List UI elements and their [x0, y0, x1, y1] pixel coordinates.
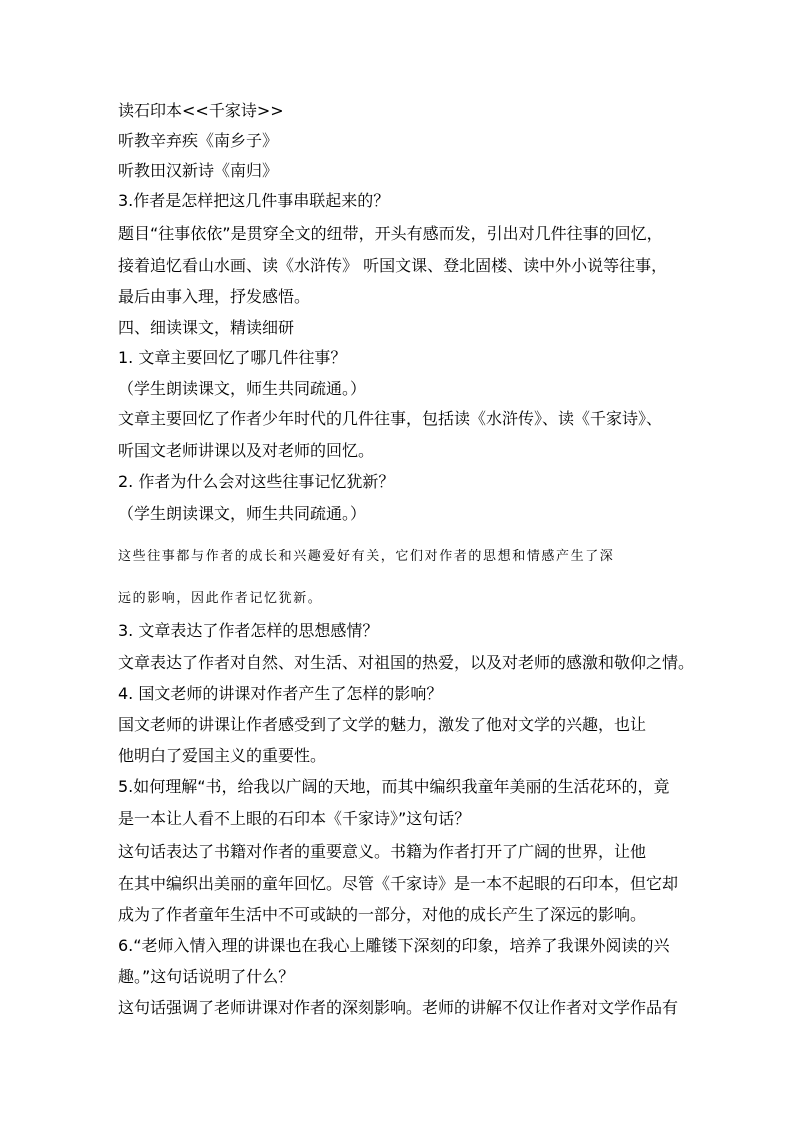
question-2-heading: 2. 作者为什么会对这些往事记忆犹新？ — [118, 472, 395, 491]
text-line: 趣。”这句话说明了什么？ — [118, 967, 295, 986]
text-line: 最后由事入理，抒发感悟。 — [118, 287, 311, 306]
text-line: 题目“往事依依”是贯穿全文的纽带，开头有感而发，引出对几件往事的回忆， — [118, 224, 663, 243]
text-line: 接着追忆看山水画、读《水浒传》 听国文课、登北固楼、读中外小说等往事， — [118, 256, 668, 275]
question-5-heading: 5.如何理解“书，给我以广阔的天地，而其中编织我童年美丽的生活花环的，竟 — [118, 777, 670, 796]
question-6-heading: 6.“老师入情入理的讲课也在我心上雕镂下深刻的印象，培养了我课外阅读的兴 — [118, 936, 670, 955]
handwritten-text-line: 远的影响，因此作者记忆犹新。 — [118, 591, 323, 606]
text-line: 这句话强调了老师讲课对作者的深刻影响。老师的讲解不仅让作者对文学作品有 — [118, 998, 679, 1017]
section-heading: 四、细读课文，精读细研 — [118, 318, 295, 337]
text-line: 是一本让人看不上眼的石印本《千家诗》”这句话？ — [118, 809, 471, 828]
text-line: 听教田汉新诗《南归》 — [118, 161, 279, 180]
question-3b-heading: 3. 文章表达了作者怎样的思想感情？ — [118, 621, 379, 640]
handwritten-text-line: 这些往事都与作者的成长和兴趣爱好有关，它们对作者的思想和情感产生了深 — [118, 549, 615, 564]
text-line: 这句话表达了书籍对作者的重要意义。书籍为作者打开了广阔的世界，让他 — [118, 842, 647, 861]
text-line: 成为了作者童年生活中不可或缺的一部分，对他的成长产生了深远的影响。 — [118, 905, 647, 924]
question-1-heading: 1. 文章主要回忆了哪几件往事？ — [118, 348, 347, 367]
text-line: 国文老师的讲课让作者感受到了文学的魅力，激发了他对文学的兴趣，也让 — [118, 715, 647, 734]
text-line: 他明白了爱国主义的重要性。 — [118, 746, 327, 765]
text-line: （学生朗读课文，师生共同疏通。） — [118, 504, 367, 523]
text-line: （学生朗读课文，师生共同疏通。） — [118, 379, 367, 398]
text-line: 听教辛弃疾《南乡子》 — [118, 131, 279, 150]
text-line: 读石印本<<千家诗>> — [118, 101, 284, 120]
question-3-heading: 3.作者是怎样把这几件事串联起来的？ — [118, 191, 390, 210]
text-line: 文章表达了作者对自然、对生活、对祖国的热爱，以及对老师的感激和敬仰之情。 — [118, 653, 695, 672]
question-4-heading: 4. 国文老师的讲课对作者产生了怎样的影响？ — [118, 684, 443, 703]
text-line: 文章主要回忆了作者少年时代的几件往事，包括读《水浒传》、读《千家诗》、 — [118, 409, 663, 428]
text-line: 在其中编织出美丽的童年回忆。尽管《千家诗》是一本不起眼的石印本，但它却 — [118, 874, 679, 893]
text-line: 听国文老师讲课以及对老师的回忆。 — [118, 441, 375, 460]
